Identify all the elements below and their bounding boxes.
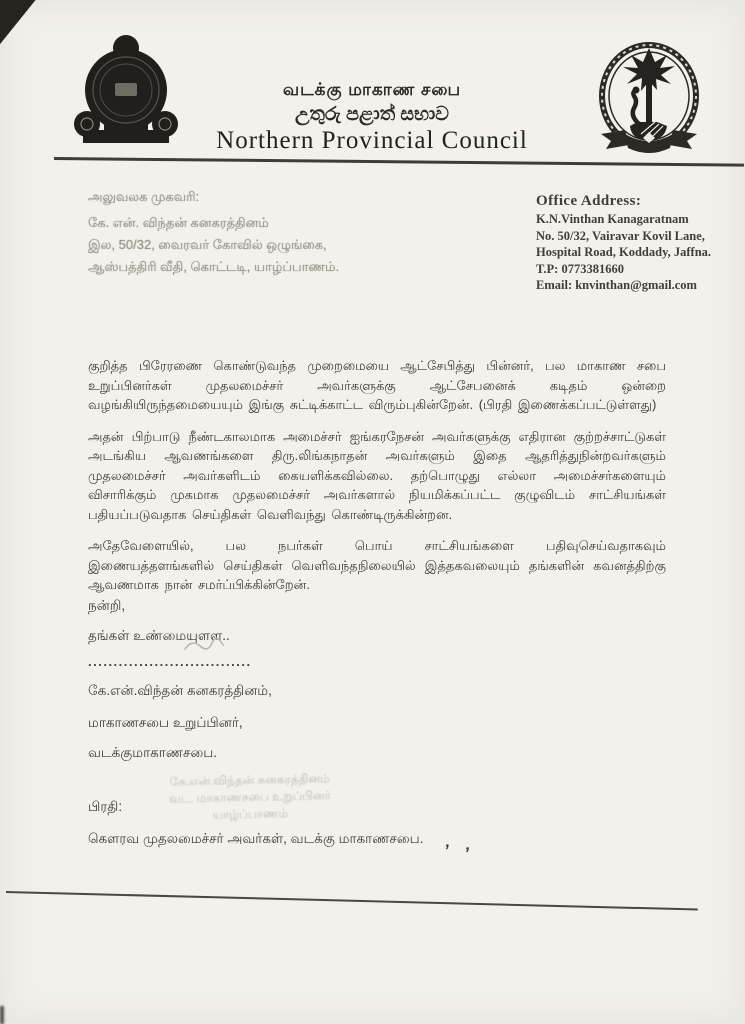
pencil-signature-mark	[182, 636, 226, 654]
sender-address-line: ஆஸ்பத்திரி வீதி, கொட்டடி, யாழ்ப்பாணம்.	[88, 259, 340, 274]
closing-yours-truly: தங்கள் உண்மையுளள..	[88, 628, 230, 643]
faded-ink-stamp	[99, 769, 400, 826]
closing-thanks: நன்றி,	[88, 598, 126, 613]
org-name-sinhala: උතුරු පළාත් සභාව	[295, 104, 449, 125]
scan-edge-artifact	[0, 1006, 4, 1024]
office-address-line: Email: knvinthan@gmail.com	[536, 278, 697, 292]
stamp-line: கே.என்.விந்தன் கனகரத்தினம்	[169, 771, 330, 789]
signature-dotted-line: ................................	[88, 654, 252, 669]
signatory-role: மாகாணசபை உறுப்பினர்,	[88, 715, 243, 730]
stamp-line: யாழ்ப்பாணம்	[212, 806, 289, 822]
sender-address-line: இல, 50/32, வைரவர் கோவில் ஒழுங்கை,	[88, 237, 327, 252]
stamp-line: வட. மாகாணசபை உறுப்பினர்	[168, 788, 332, 806]
copy-recipient: கௌரவ முதலமைச்சர் அவர்கள், வடக்கு மாகாணசபை.	[88, 831, 424, 846]
sender-address-block	[88, 186, 339, 278]
letterhead-divider	[54, 157, 744, 167]
office-address-block	[536, 193, 711, 294]
scan-corner-artifact	[0, 0, 42, 54]
signatory-name: கே.என்.விந்தன் கனகரத்தினம்,	[88, 683, 272, 698]
sender-address-label: அலுவலக முகவரி:	[88, 189, 200, 204]
office-address-line: K.N.Vinthan Kanagaratnam	[536, 212, 689, 226]
footer-divider	[6, 891, 698, 911]
office-address-line: T.P: 0773381660	[536, 261, 624, 276]
body-paragraph: அதன் பிற்பாடு நீண்டகாலமாக அமைச்சர் ஐங்கரநேசன் அவர்களுக்கு எதிரான குற்றச்சாட்டுகள் அடங்கிய ஆவணங்களை திரு.லிங்கநாதன் அவர்களும் இதை ஆதரித்துநின்றவர்களும் முதலமைச்சர் அவர்களிடம் கையளிக்கவில்லை. தற்பொழுது எல்லா அமைச்சர்களையும் விசாரிக்கும் முகமாக முதலமைச்சர் அவர்களால் நியமிக்கப்பட்ட குழுவிடம் சாட்சியங்கள் பதியப்படுவதாக செய்திகள் வெளிவந்து கொண்டிருக்கின்றன.	[88, 428, 666, 522]
office-address-line: Hospital Road, Koddady, Jaffna.	[536, 245, 712, 259]
northern-province-emblem-icon	[597, 42, 701, 158]
letterhead-title-block	[188, 80, 556, 155]
letter-body	[88, 356, 666, 607]
signatory-council: வடக்குமாகாணசபை.	[88, 745, 218, 760]
sender-address-line: கே. என். விந்தன் கனகரத்தினம்	[88, 215, 269, 230]
office-address-label: Office Address:	[536, 193, 642, 209]
org-name-tamil: வடக்கு மாகாண சபை	[282, 80, 462, 99]
stray-pen-marks: ’ ’	[442, 840, 477, 865]
office-address-line: No. 50/32, Vairavar Kovil Lane,	[536, 228, 705, 243]
body-paragraph: குறித்த பிரேரணை கொண்டுவந்த முறைமையை ஆட்சேபித்து பின்னர், பல மாகாண சபை உறுப்பினர்கள் முதலமைச்சர் அவர்களுக்கு ஆட்சேபனைக் கடிதம் ஒன்றை வழங்கியிருந்தமையையும் இங்கு சுட்டிக்காட்ட விரும்புகின்றேன். (பிரதி இணைக்கப்பட்டுள்ளது)	[88, 358, 666, 412]
body-paragraph: அதேவேளையில், பல நபர்கள் பொய் சாட்சியங்களை பதிவுசெய்வதாகவும் இணையத்தளங்களில் செய்திகள் வெளிவந்தநிலையில் இத்தகவலையும் தங்களின் கவனத்திற்கு ஆவணமாக நான் சமர்ப்பிக்கின்றேன்.	[88, 538, 666, 592]
sri-lanka-emblem-icon	[70, 33, 183, 145]
copy-label: பிரதி:	[88, 799, 123, 814]
org-name-english: Northern Provincial Council	[216, 127, 528, 154]
